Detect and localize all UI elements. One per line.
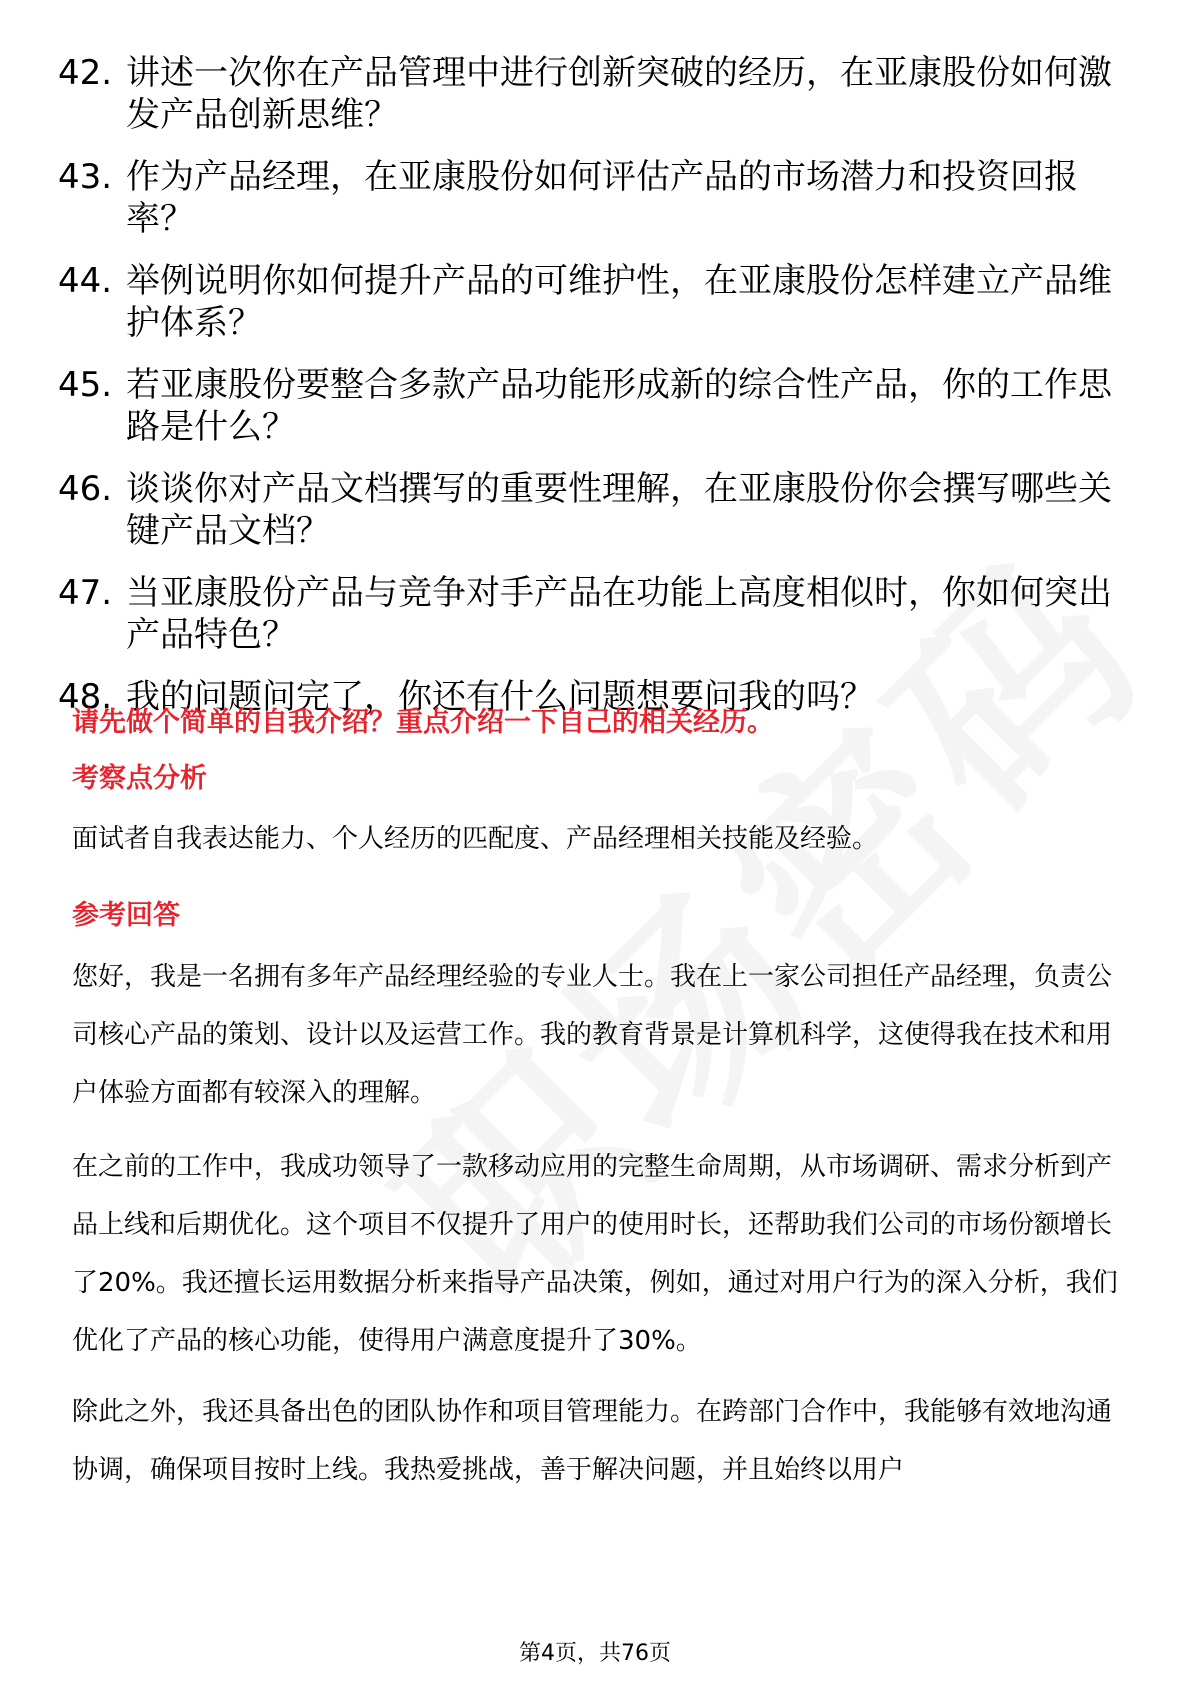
question-text: 举例说明你如何提升产品的可维护性，在亚康股份怎样建立产品维护体系？ [126, 261, 1112, 343]
question-text: 当亚康股份产品与竞争对手产品在功能上高度相似时，你如何突出产品特色？ [126, 573, 1112, 655]
question-text: 我的问题问完了，你还有什么问题想要问我的吗？ [126, 677, 874, 717]
question-number: 45. [58, 365, 113, 405]
question-number: 43. [58, 157, 113, 197]
question-number: 42. [58, 53, 113, 93]
question-text: 作为产品经理，在亚康股份如何评估产品的市场潜力和投资回报率？ [126, 157, 1078, 239]
question-item [58, 156, 1138, 240]
intro-question-heading: 请先做个简单的自我介绍？重点介绍一下自己的相关经历。 [72, 707, 774, 738]
answer-paragraph: 除此之外，我还具备出色的团队协作和项目管理能力。在跨部门合作中，我能够有效地沟通协调，确保项目按时上线。我热爱挑战，善于解决问题，并且始终以用户 [72, 1397, 1113, 1485]
question-text: 谈谈你对产品文档撰写的重要性理解，在亚康股份你会撰写哪些关键产品文档？ [126, 469, 1112, 551]
answer-paragraph: 在之前的工作中，我成功领导了一款移动应用的完整生命周期，从市场调研、需求分析到产品上线和后期优化。这个项目不仅提升了用户的使用时长，还帮助我们公司的市场份额增长了20%。我还擅长运用数据分析来指导产品决策，例如，通过对用户行为的深入分析，我们优化了产品的核心功能，使得用户满意度提升了30%。 [72, 1152, 1118, 1356]
answer-paragraph: 您好，我是一名拥有多年产品经理经验的专业人士。我在上一家公司担任产品经理，负责公司核心产品的策划、设计以及运营工作。我的教育背景是计算机科学，这使得我在技术和用户体验方面都有较深入的理解。 [72, 962, 1113, 1108]
question-item [58, 364, 1138, 448]
question-item [58, 52, 1138, 136]
question-item [58, 468, 1138, 552]
question-item [58, 260, 1138, 344]
analysis-text: 面试者自我表达能力、个人经历的匹配度、产品经理相关技能及经验。 [72, 824, 879, 854]
answer-heading: 参考回答 [72, 900, 180, 931]
question-list [58, 52, 1138, 738]
question-item [58, 572, 1138, 656]
question-text: 若亚康股份要整合多款产品功能形成新的综合性产品，你的工作思路是什么？ [126, 365, 1112, 447]
question-number: 46. [58, 469, 113, 509]
question-number: 44. [58, 261, 113, 301]
page-footer: 第4页，共76页 [519, 1641, 671, 1666]
question-number: 48. [58, 677, 113, 717]
question-number: 47. [58, 573, 113, 613]
analysis-heading: 考察点分析 [72, 763, 207, 794]
question-text: 讲述一次你在产品管理中进行创新突破的经历，在亚康股份如何激发产品创新思维？ [126, 53, 1112, 135]
